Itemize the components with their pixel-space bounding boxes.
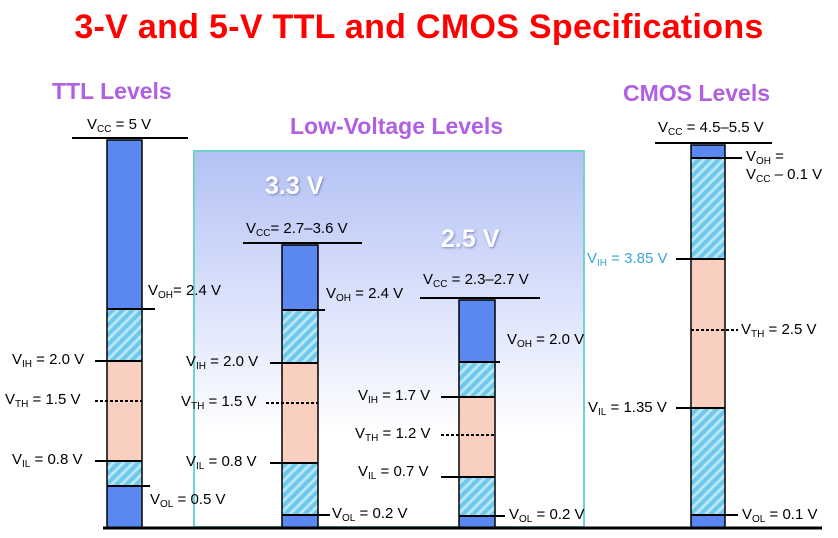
cmos-vil-label: $V_{IL} = 1.35$ V <box>588 399 667 418</box>
cmos-output-low-band <box>691 515 725 528</box>
low-voltage-heading: Low-Voltage Levels <box>290 113 504 139</box>
lv25-noise-margin-low <box>459 477 495 516</box>
lv33-output-low-band <box>282 515 318 528</box>
lv33-output-high-band <box>282 245 318 310</box>
ttl-noise-margin-low <box>107 461 142 486</box>
cmos-output-high-band <box>691 145 725 158</box>
lv33-vol-label: $V_{OL} = 0.2$ V <box>332 505 408 524</box>
lv25-vil-label: $V_{IL} = 0.7$ V <box>358 463 429 482</box>
cmos-threshold-band <box>691 259 725 408</box>
cmos-levels-heading: CMOS Levels <box>623 80 770 106</box>
cmos-noise-margin-low <box>691 408 725 515</box>
ttl-vil-label: $V_{IL} = 0.8$ V <box>12 451 83 470</box>
lv33-vth-label: $V_{TH} = 1.5$ V <box>181 393 257 412</box>
ttl-voh-label: $V_{OH}= 2.4$ V <box>148 282 221 301</box>
ttl-vth-label: $V_{TH} = 1.5$ V <box>5 391 81 410</box>
cmos-voh-label-line1: $V_{OH}$ = <box>746 148 784 167</box>
cmos-noise-margin-high <box>691 158 725 259</box>
ttl-levels-heading: TTL Levels <box>52 78 172 104</box>
lv33-threshold-band <box>282 363 318 463</box>
lv25-vcc-label: $V_{CC} = 2.3-2.7$ V <box>423 271 529 290</box>
lv25-vih-label: $V_{IH} = 1.7$ V <box>358 387 431 406</box>
lv25-vth-label: $V_{TH} = 1.2$ V <box>355 425 431 444</box>
lv33-voh-label: $V_{OH} = 2.4$ V <box>326 285 404 304</box>
cmos-vcc-label: $V_{CC} = 4.5-5.5$ V <box>658 119 764 138</box>
cmos-vih-label: $V_{IH} = 3.85$ V <box>587 250 668 269</box>
ttl-vol-label: $V_{OL} = 0.5$ V <box>150 491 226 510</box>
lv33-vcc-label: $V_{CC}= 2.7-3.6$ V <box>246 220 348 239</box>
lv33-vil-label: $V_{IL} = 0.8$ V <box>186 453 257 472</box>
group-3v3-label: 3.3 V <box>265 172 324 200</box>
ttl-noise-margin-high <box>107 309 142 361</box>
lv33-noise-margin-high <box>282 310 318 363</box>
lv25-vol-label: $V_{OL} = 0.2$ V <box>509 506 585 525</box>
ttl-vcc-label: $V_{CC} = 5$ V <box>87 116 152 135</box>
cmos-vth-label: $V_{TH} = 2.5$ V <box>741 321 817 340</box>
lv33-noise-margin-low <box>282 463 318 515</box>
lv25-output-high-band <box>459 300 495 362</box>
page-title: 3-V and 5-V TTL and CMOS Specifications <box>74 8 764 46</box>
ttl-output-high-band <box>107 140 142 309</box>
ttl-level-bar <box>72 138 188 528</box>
lv25-noise-margin-high <box>459 362 495 397</box>
cmos-voh-label-line2: $V_{CC} - 0.1$ V <box>746 166 823 185</box>
lv33-vih-label: $V_{IH} = 2.0$ V <box>186 353 259 372</box>
ttl-output-low-band <box>107 486 142 528</box>
group-2v5-label: 2.5 V <box>441 225 500 253</box>
lv25-voh-label: $V_{OH} = 2.0$ V <box>507 331 585 350</box>
ttl-threshold-band <box>107 361 142 461</box>
lv25-output-low-band <box>459 516 495 528</box>
lv25-threshold-band <box>459 397 495 477</box>
cmos-vol-label: $V_{OL} = 0.1$ V <box>742 506 818 525</box>
ttl-vih-label: $V_{IH} = 2.0$ V <box>12 351 85 370</box>
